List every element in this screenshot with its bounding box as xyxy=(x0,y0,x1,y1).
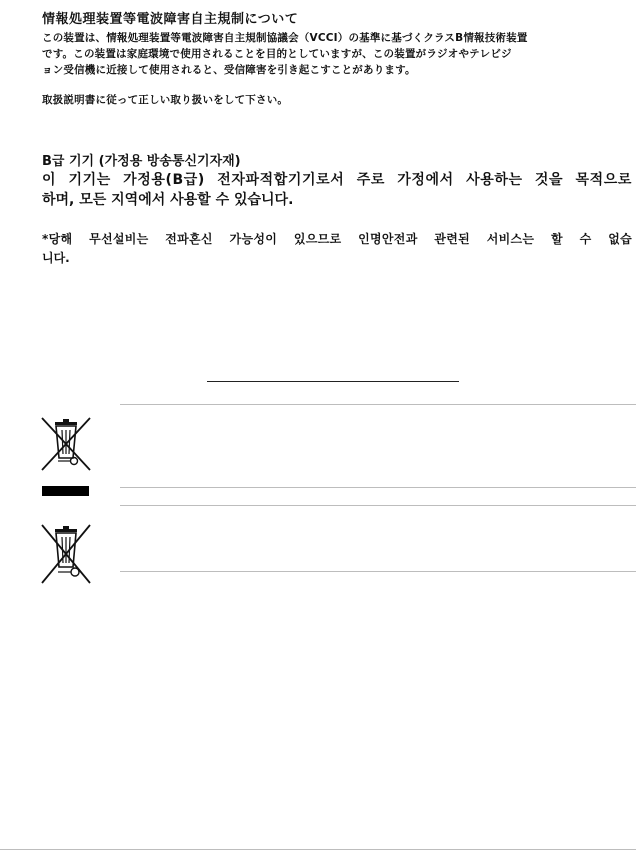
jp-notice-line-1: この装置は、情報処理装置等電波障害自主規制協議会（VCCI）の基準に基づくクラスB情報技術装置 xyxy=(42,32,528,44)
kr-notice-body-line-2: 하며, 모든 지역에서 사용할 수 있습니다. xyxy=(42,192,294,208)
jp-notice-instruction: 取扱説明書に従って正しい取り扱いをして下さい。 xyxy=(42,94,289,106)
kr-notice-note-line-2: 니다. xyxy=(42,251,70,265)
jp-notice-line-3: ョン受信機に近接して使用されると、受信障害を引き起こすことがあります。 xyxy=(42,64,416,76)
black-bar-icon xyxy=(42,486,89,496)
center-divider xyxy=(207,381,459,382)
jp-notice-title: 情報処理装置等電波障害自主規制について xyxy=(42,12,299,27)
crossed-out-wheeled-bin-icon-2 xyxy=(38,521,94,585)
weee-bottom-rule-2 xyxy=(120,571,636,572)
kr-notice-body-line-1: 이 기기는 가정용(B급) 전자파적합기기로서 주로 가정에서 사용하는 것을 목적으로 xyxy=(42,172,632,188)
weee-bottom-rule-1 xyxy=(120,487,636,488)
weee-top-rule-1 xyxy=(120,404,636,405)
crossed-out-wheeled-bin-icon xyxy=(38,414,94,472)
kr-notice-note-line-1: *당해 무선설비는 전파혼신 가능성이 있으므로 인명안전과 관련된 서비스는 할 수 없습 xyxy=(42,232,632,246)
kr-notice-title: B급 기기 (가정용 방송통신기자재) xyxy=(42,154,241,169)
weee-top-rule-2 xyxy=(120,505,636,506)
jp-notice-line-2: です。この装置は家庭環境で使用されることを目的としていますが、この装置がラジオやテレビジ xyxy=(42,48,512,60)
page-bottom-rule xyxy=(0,849,636,850)
